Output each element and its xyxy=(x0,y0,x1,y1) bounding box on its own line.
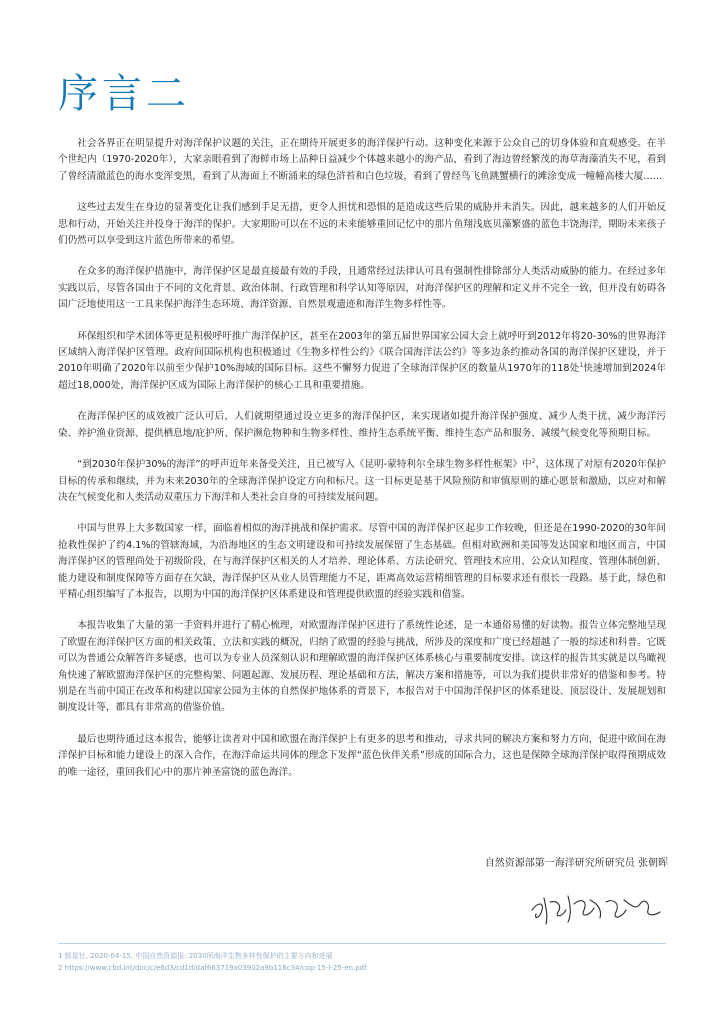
handwritten-signature xyxy=(528,880,664,930)
footnote-ref-2[interactable]: 2 xyxy=(531,457,536,465)
paragraph-1: 社会各界正在明显提升对海洋保护议题的关注，正在期待开展更多的海洋保护行动。这种变化来源于公众自己的切身体验和直观感受。在半个世纪内（1970-2020年），大家亲眼看到了海鲜市场上品种日益减少个体越来越小的海产品，看到了海边曾经繁茂的海草海藻消失不见，看到了曾经清澈蓝色的海水变浑变黑，看到了从海面上不断涌来的绿色浒苔和白色垃圾，看到了曾经鸟飞鱼跳蟹横行的滩涂变成一幢幢高楼大厦…… xyxy=(58,138,666,182)
paragraph-6-text-a: “到2030年保护30%的海洋”的呼声近年来备受关注，且已被写入《昆明-蒙特利尔全球生物多样性框架》中 xyxy=(77,459,532,471)
paragraph-6-text-b: ，这体现了对原有2020年保护目标的传承和继续，并为未来2030年的全球海洋保护设定方向和标尺。这一目标更是基于风险预防和审慎原则的雄心愿景和激励，以应对和解决在气候变化和人类活动双重压力下海洋和人类社会自身的可持续发展问题。 xyxy=(58,459,667,503)
paragraph-2: 这些过去发生在身边的显著变化让我们感到手足无措，更令人担忧和恐惧的是造成这些后果的威胁并未消失。因此，越来越多的人们开始反思和行动，开始关注并投身于海洋的保护。大家期盼可以在不远的未来能够重回记忆中的那片鱼翔浅底贝藻繁盛的蓝色丰饶海洋，期盼未来孩子们仍然可以享受到这片蓝色所带来的希望。 xyxy=(58,202,666,247)
footnote-divider xyxy=(58,943,666,944)
paragraph-7: 中国与世界上大多数国家一样，面临着相似的海洋挑战和保护需求。尽管中国的海洋保护区起步工作较晚，但还是在1990-2020的30年间抢救性保护了约4.1%的管辖海域，为沿海地区的生态文明建设和可持续发展保留了生态基础。但相对欧洲和美国等发达国家和地区而言，中国海洋保护区的管理尚处于初级阶段，在与海洋保护区相关的人才培养、理论体系、方法论研究、管理技术应用、公众认知程度、管理体制创新、能力建设和制度保障等方面存在欠缺，海洋保护区从业人员管理能力不足，距离高效运营精细管理的目标要求还有很长一段路。基于此，绿色和平精心组织编写了本报告，以期为中国的海洋保护区体系建设和管理提供欧盟的经验实践和借鉴。 xyxy=(58,523,666,600)
footnote-1: 1 郭星社, 2020-04-15, 中国自然资源报: 2030所海洋生物多样性保护的主要方向和进展 xyxy=(58,952,333,960)
paragraph-8: 本报告收集了大量的第一手资料并进行了精心梳理，对欧盟海洋保护区进行了系统性论述，是一本通俗易懂的好读物。报告立体完整地呈现了欧盟在海洋保护区方面的相关政策、立法和实践的概况，归纳了欧盟的经验与挑战，所涉及的深度和广度已经超越了一般的综述和科普。它既可以为普通公众解答许多疑惑，也可以为专业人员深刻认识和理解欧盟的海洋保护区体系核心与重要制度安排。读这样的报告其实就是以鸟瞰视角快速了解欧盟海洋保护区的完整构架、问题起源、发展历程、理论基础和方法，解决方案和措施等，可以为我们提供非常好的借鉴和参考。特别是在当前中国正在改革和构建以国家公园为主体的自然保护地体系的背景下，本报告对于中国海洋保护区的体系建设、顶层设计、发展规划和制度设计等，都具有非常高的借鉴价值。 xyxy=(58,620,666,714)
paragraph-3: 在众多的海洋保护措施中，海洋保护区是最直接最有效的手段，且通常经过法律认可具有强制性排除部分人类活动威胁的能力。在经过多年实践以后，尽管各国由于不同的文化背景、政治体制、行政管理和科学认知等原因，对海洋保护区的理解和定义并不完全一致，但并没有妨碍各国广泛地使用这一工具来保护海洋生态环境、海洋资源、自然景观遗迹和海洋生物多样性等。 xyxy=(58,266,666,311)
footnotes xyxy=(58,950,666,974)
footnote-ref-1[interactable]: 1 xyxy=(579,362,584,370)
preface-body xyxy=(58,136,666,796)
paragraph-4-text-a: 环保组织和学术团体等更是积极呼吁推广海洋保护区，甚至在2003年的第五届世界国家公园大会上就呼吁到2012年将20-30%的世界海洋区域纳入海洋保护区管理。政府间国际机构也积极通过《生物多样性公约》《联合国海洋法公约》等多边条约推动各国的海洋保护区建设，并于2010年明确了2020年以前至少保护10%海域的国际目标。这些不懈努力促进了全球海洋保护区的数量从1970年的118处 xyxy=(58,330,666,375)
footnote-2[interactable]: 2 https://www.cbd.int/doc/c/e6d3/cd1d/daf663719a03902a9b116c34/cop-15-l-25-en.pdf xyxy=(58,964,367,972)
paragraph-4-text-b: 快速增加到2024年超过18,000处，海洋保护区成为国际上海洋保护的核心工具和重要措施。 xyxy=(58,363,666,391)
paragraph-4 xyxy=(58,329,666,395)
paragraph-9: 最后也期待通过这本报告，能够让读者对中国和欧盟在海洋保护上有更多的思考和推动，寻求共同的解决方案和努力方向，促进中欧间在海洋保护目标和能力建设上的深入合作，在海洋命运共同体的理念下发挥“蓝色伙伴关系”形成的国际合力，这也是保障全球海洋保护取得预期成效的唯一途径，重回我们心中的那片神圣富饶的蓝色海洋。 xyxy=(58,733,666,778)
page-title: 序言二 xyxy=(58,71,190,117)
paragraph-5: 在海洋保护区的成效被广泛认可后，人们就期望通过设立更多的海洋保护区，来实现诸如提升海洋保护强度、减少人类干扰、减少海洋污染、养护渔业资源、提供栖息地/庇护所、保护濒危物种和生物多样性、维持生态系统平衡、维持生态产品和服务、减缓气候变化等预期目标。 xyxy=(58,411,666,439)
paragraph-6 xyxy=(58,457,666,506)
author-signature-line: 自然资源部第一海洋研究所研究员 张朝晖 xyxy=(484,858,668,869)
